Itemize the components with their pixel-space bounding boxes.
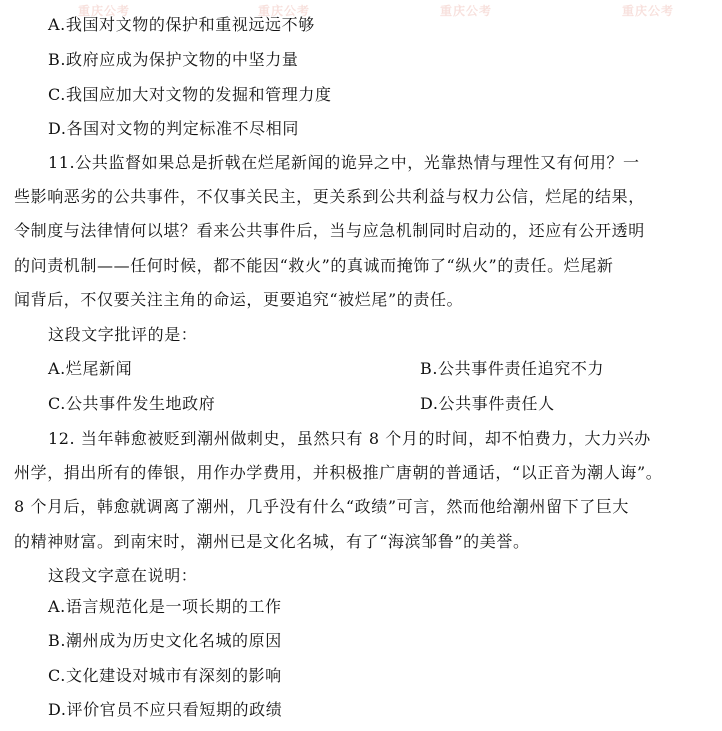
option-d: D.公共事件责任人 [420,394,555,413]
option-c: C.公共事件发生地政府 [48,394,216,413]
watermark: 重庆公考 [440,4,493,18]
option-a: A.烂尾新闻 [48,359,133,378]
watermark: 重庆公考 [622,4,675,18]
passage-line: 些影响恶劣的公共事件，不仅事关民主，更关系到公共利益与权力公信，烂尾的结果， [14,187,645,206]
option-a: A.我国对文物的保护和重视远远不够 [48,15,315,34]
passage-line: 闻背后，不仅要关注主角的命运，更要追究“被烂尾”的责任。 [14,290,464,309]
passage-line: 州学，捐出所有的俸银，用作办学费用，并积极推广唐朝的普通话，“以正音为潮人诲”。 [14,463,663,482]
option-b: B.潮州成为历史文化名城的原因 [48,631,282,650]
passage-line: 12. 当年韩愈被贬到潮州做刺史，虽然只有 8 个月的时间，却不怕费力，大力兴办 [48,429,651,448]
passage-line: 8 个月后，韩愈就调离了潮州，几乎没有什么“政绩”可言，然而他给潮州留下了巨大 [14,497,630,516]
option-d: D.各国对文物的判定标准不尽相同 [48,119,299,138]
question-prompt: 这段文字批评的是： [48,325,198,344]
option-c: C.我国应加大对文物的发掘和管理力度 [48,85,332,104]
passage-line: 的精神财富。到南宋时，潮州已是文化名城，有了“海滨邹鲁”的美誉。 [14,532,530,551]
watermark: 重庆公考 [258,4,311,18]
passage-line: 11.公共监督如果总是折戟在烂尾新闻的诡异之中，光靠热情与理性又有何用？一 [48,153,640,172]
option-b: B.政府应成为保护文物的中坚力量 [48,50,299,69]
question-prompt: 这段文字意在说明： [48,566,198,585]
watermark: 重庆公考 [78,4,131,18]
option-a: A.语言规范化是一项长期的工作 [48,597,282,616]
option-d: D.评价官员不应只看短期的政绩 [48,700,283,719]
option-b: B.公共事件责任追究不力 [420,359,605,378]
passage-line: 的问责机制——任何时候，都不能因“救火”的真诚而掩饰了“纵火”的责任。烂尾新 [14,256,614,275]
passage-line: 令制度与法律情何以堪？看来公共事件后，当与应急机制同时启动的，还应有公开透明 [14,221,645,240]
option-c: C.文化建设对城市有深刻的影响 [48,666,282,685]
